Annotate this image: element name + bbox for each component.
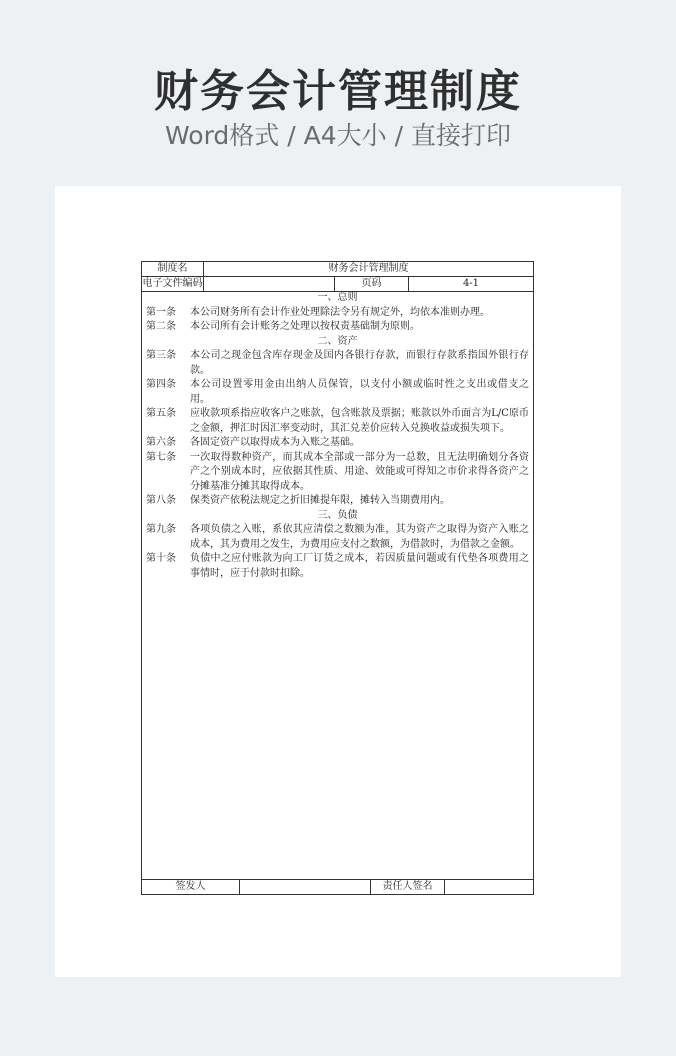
article-number: 第六条 bbox=[146, 437, 176, 448]
banner-title: 财务会计管理制度 bbox=[154, 66, 522, 117]
issuer-label: 签发人 bbox=[142, 880, 240, 894]
article-number: 第四条 bbox=[146, 379, 176, 390]
article-text: 本公司之现金包含库存现金及国内各银行存款，而银行存款系指国外银行存款。 bbox=[190, 350, 529, 376]
responsible-label: 责任人签名 bbox=[371, 880, 445, 894]
article-text: 保类资产依税法规定之折旧摊提年限，摊转入当期费用内。 bbox=[190, 495, 450, 506]
code-label: 电子文件编码 bbox=[142, 278, 203, 289]
article-number: 第八条 bbox=[146, 495, 176, 506]
article-item bbox=[146, 306, 529, 321]
article-text: 本公司财务所有会计作业处理除法令另有规定外，均依本准则办理。 bbox=[190, 306, 490, 318]
name-label: 制度名 bbox=[142, 262, 204, 276]
article-number: 第七条 bbox=[146, 451, 176, 463]
code-value bbox=[204, 277, 335, 291]
page-value: 4-1 bbox=[462, 278, 480, 289]
document-page bbox=[55, 186, 621, 977]
article-item bbox=[146, 451, 529, 495]
article-text: 各固定资产以取得成本为入账之基础。 bbox=[190, 437, 360, 448]
document-body bbox=[142, 291, 533, 581]
article-text: 各项负债之入账，系依其应清偿之数额为准，其为资产之取得为资产入账之成本，其为费用之发生，为费用应支付之数额，为借款时，为借款之金额。 bbox=[190, 524, 529, 550]
article-item bbox=[146, 523, 529, 552]
article-item bbox=[146, 349, 529, 378]
article-item bbox=[146, 494, 529, 509]
article-number: 第一条 bbox=[146, 306, 176, 318]
header-row-code bbox=[142, 277, 533, 292]
section-heading: 三、负债 bbox=[317, 509, 358, 521]
article-number: 第五条 bbox=[146, 408, 176, 419]
section-heading: 二、资产 bbox=[317, 335, 358, 347]
section-heading: 一、总则 bbox=[317, 292, 358, 303]
regulation-form bbox=[141, 261, 534, 895]
issuer-value bbox=[240, 880, 371, 894]
responsible-value bbox=[445, 880, 533, 894]
signature-row bbox=[142, 879, 533, 894]
article-text: 本公司设置零用金由出纳人员保管，以支付小额或临时性之支出或借支之用。 bbox=[190, 379, 529, 405]
name-value: 财务会计管理制度 bbox=[328, 263, 409, 274]
article-text: 一次取得数种资产，而其成本全部或一部分为一总数，且无法明确划分各资产之个别成本时，应依据其性质、用途、效能或可得知之市价求得各资产之分摊基准分摊其取得成本。 bbox=[190, 451, 529, 492]
article-text: 负债中之应付账款为向工厂订货之成本，若因质量问题或有代垫各项费用之事情时，应于付款时扣除。 bbox=[190, 553, 529, 579]
article-item bbox=[146, 552, 529, 581]
article-number: 第二条 bbox=[146, 321, 176, 332]
header-row-name bbox=[142, 262, 533, 277]
article-item bbox=[146, 320, 529, 335]
banner-subtitle: Word格式 / A4大小 / 直接打印 bbox=[165, 121, 511, 150]
article-item bbox=[146, 378, 529, 407]
article-number: 第十条 bbox=[146, 553, 176, 564]
article-text: 应收款项系指应收客户之账款，包含账款及票据；账款以外币面言为L/C原币之金额，押汇时因汇率变动时，其汇兑差价应转入兑换收益或损失项下。 bbox=[190, 408, 529, 434]
article-text: 本公司所有会计账务之处理以按权责基础制为原则。 bbox=[190, 321, 420, 332]
article-number: 第九条 bbox=[146, 524, 176, 535]
article-number: 第三条 bbox=[146, 350, 176, 361]
article-item bbox=[146, 436, 529, 451]
article-item bbox=[146, 407, 529, 436]
page-label: 页码 bbox=[335, 277, 409, 291]
